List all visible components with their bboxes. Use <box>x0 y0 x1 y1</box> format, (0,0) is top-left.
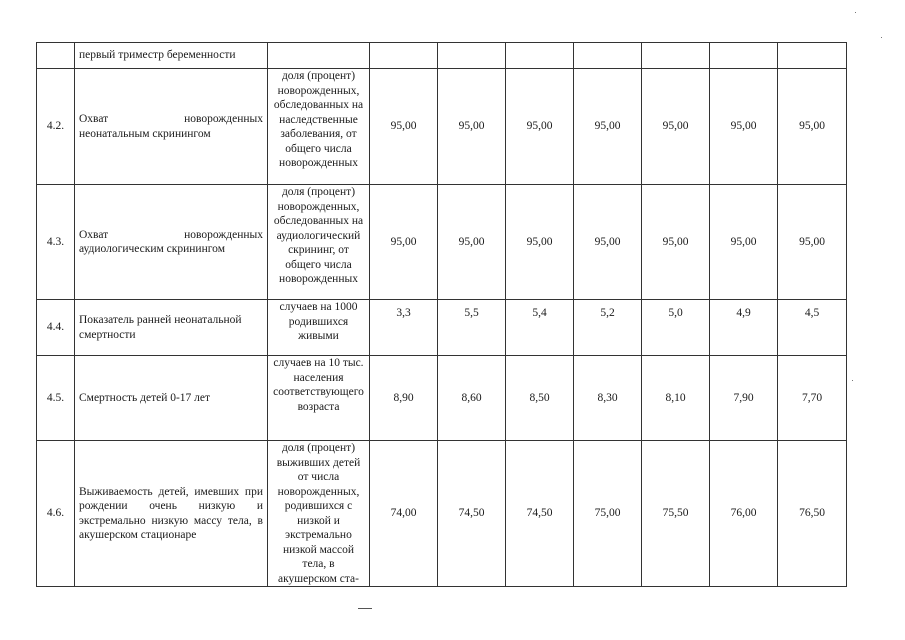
value-cell: 76,00 <box>710 441 778 587</box>
cell-value <box>710 43 778 69</box>
row-number: 4.3. <box>37 185 75 300</box>
unit-of-measure: случаев на 1000 родившихся живыми <box>268 300 370 356</box>
unit-of-measure: доля (процент) выживших детей от числа новорожденных, родившихся с низкой и экстремально низкой массой тела, в акушерском ста- <box>268 441 370 587</box>
indicator-name: Смертность детей 0-17 лет <box>75 356 268 441</box>
value-cell: 95,00 <box>574 185 642 300</box>
value-cell: 95,00 <box>642 69 710 185</box>
cell-value <box>778 43 847 69</box>
page-footer-dash <box>358 608 372 609</box>
value-cell: 95,00 <box>642 185 710 300</box>
cell-name: первый триместр беременности <box>75 43 268 69</box>
indicator-table <box>36 42 847 587</box>
table-row-continuation <box>37 43 847 69</box>
value-cell: 5,5 <box>438 300 506 356</box>
unit-of-measure: доля (процент) новорожденных, обследованных на наследственные заболевания, от общего числа новорожденных <box>268 69 370 185</box>
row-number: 4.5. <box>37 356 75 441</box>
value-cell: 4,9 <box>710 300 778 356</box>
cell-unit <box>268 43 370 69</box>
indicator-name: Охват новорожденных аудиологическим скринингом <box>75 185 268 300</box>
scan-speck <box>881 37 882 38</box>
scan-speck <box>852 380 853 381</box>
unit-of-measure: доля (процент) новорожденных, обследованных на аудиологический скрининг, от общего числа новорожденных <box>268 185 370 300</box>
indicator-name: Показатель ранней неонатальной смертности <box>75 300 268 356</box>
table-row <box>37 69 847 185</box>
value-cell: 95,00 <box>506 69 574 185</box>
value-cell: 95,00 <box>778 69 847 185</box>
value-cell: 74,50 <box>438 441 506 587</box>
value-cell: 5,0 <box>642 300 710 356</box>
row-number: 4.4. <box>37 300 75 356</box>
value-cell: 95,00 <box>710 185 778 300</box>
row-number: 4.2. <box>37 69 75 185</box>
value-cell: 75,00 <box>574 441 642 587</box>
value-cell: 95,00 <box>438 69 506 185</box>
value-cell: 8,10 <box>642 356 710 441</box>
value-cell: 3,3 <box>370 300 438 356</box>
value-cell: 8,90 <box>370 356 438 441</box>
value-cell: 95,00 <box>710 69 778 185</box>
value-cell: 4,5 <box>778 300 847 356</box>
table-row <box>37 300 847 356</box>
value-cell: 5,4 <box>506 300 574 356</box>
value-cell: 8,30 <box>574 356 642 441</box>
value-cell: 74,50 <box>506 441 574 587</box>
value-cell: 5,2 <box>574 300 642 356</box>
value-cell: 95,00 <box>778 185 847 300</box>
value-cell: 95,00 <box>370 185 438 300</box>
value-cell: 8,50 <box>506 356 574 441</box>
value-cell: 74,00 <box>370 441 438 587</box>
value-cell: 95,00 <box>438 185 506 300</box>
row-number: 4.6. <box>37 441 75 587</box>
value-cell: 95,00 <box>506 185 574 300</box>
value-cell: 7,90 <box>710 356 778 441</box>
value-cell: 7,70 <box>778 356 847 441</box>
table-row <box>37 356 847 441</box>
cell-num <box>37 43 75 69</box>
value-cell: 95,00 <box>574 69 642 185</box>
indicator-name: Охват новорожденных неонатальным скринингом <box>75 69 268 185</box>
unit-of-measure: случаев на 10 тыс. населения соответствующего возраста <box>268 356 370 441</box>
value-cell: 8,60 <box>438 356 506 441</box>
value-cell: 95,00 <box>370 69 438 185</box>
table-row <box>37 185 847 300</box>
value-cell: 76,50 <box>778 441 847 587</box>
cell-value <box>642 43 710 69</box>
cell-value <box>438 43 506 69</box>
cell-value <box>574 43 642 69</box>
value-cell: 75,50 <box>642 441 710 587</box>
indicator-name: Выживаемость детей, имевших при рождении очень низкую и экстремально низкую массу тела, в акушерском стационаре <box>75 441 268 587</box>
table-row <box>37 441 847 587</box>
cell-value <box>370 43 438 69</box>
scan-speck <box>855 12 856 13</box>
cell-value <box>506 43 574 69</box>
